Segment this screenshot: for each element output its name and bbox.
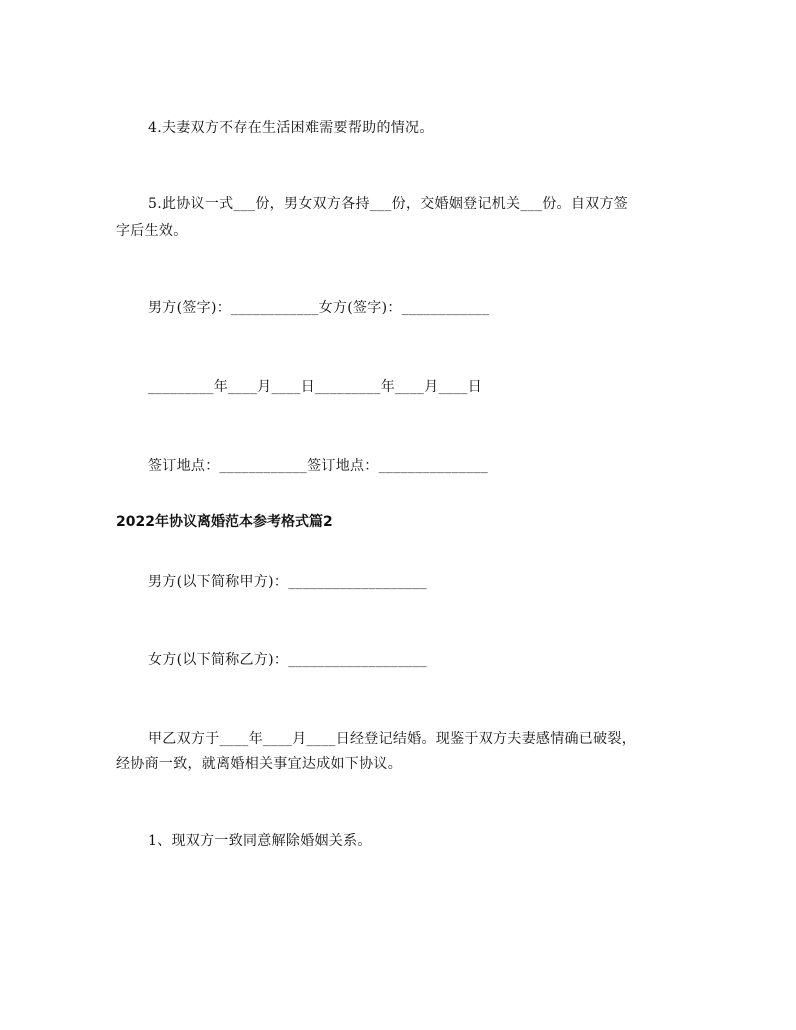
clause-4: 4.夫妻双方不存在生活困难需要帮助的情况。: [148, 120, 434, 136]
section-heading: 2022年协议离婚范本参考格式篇2: [116, 514, 333, 530]
signing-place-line: 签订地点：____________签订地点：_______________: [148, 458, 489, 474]
female-party-line: 女方(以下简称乙方)：___________________: [148, 652, 427, 668]
clause-5-line-2: 字后生效。: [116, 223, 188, 239]
intro-line-1: 甲乙双方于____年____月____日经登记结婚。现鉴于双方夫妻感情确已破裂，: [148, 731, 636, 747]
date-line: _________年____月____日_________年____月____日: [148, 379, 482, 395]
clause-1: 1、现双方一致同意解除婚姻关系。: [148, 833, 372, 849]
clause-5-line-1: 5.此协议一式___份，男女双方各持___份，交婚姻登记机关___份。自双方签: [148, 196, 629, 212]
male-party-line: 男方(以下简称甲方)：___________________: [148, 574, 427, 590]
intro-line-2: 经协商一致，就离婚相关事宜达成如下协议。: [116, 756, 402, 772]
signature-line: 男方(签字)：____________女方(签字)：____________: [148, 300, 490, 316]
